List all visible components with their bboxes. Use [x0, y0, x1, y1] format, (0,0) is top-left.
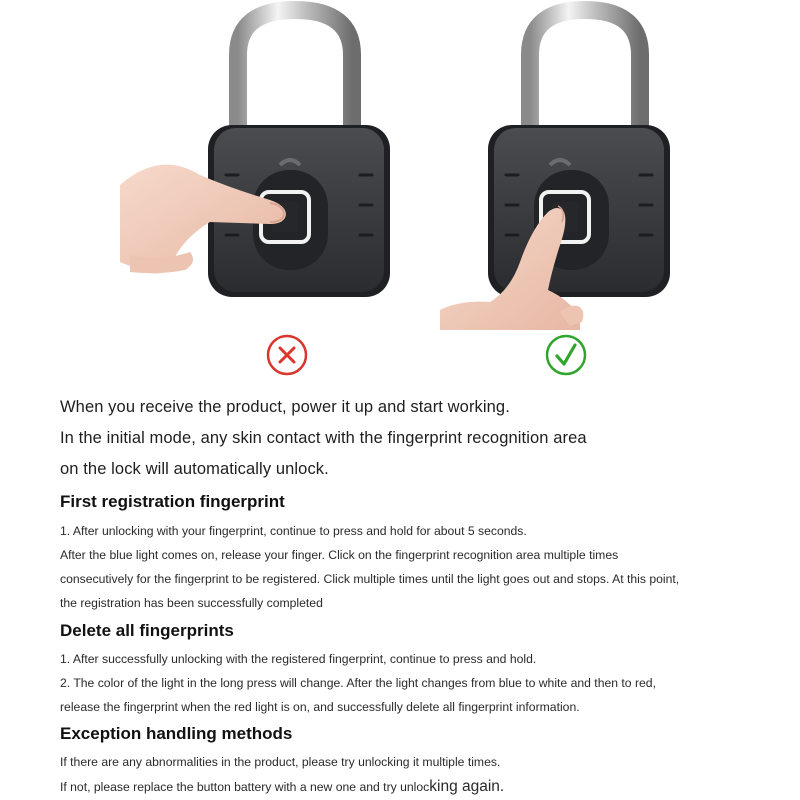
delete-all-line-2: 2. The color of the light in the long press will change. After the light changes from blue to white and then to red,	[60, 676, 656, 690]
first-registration-line-3: consecutively for the fingerprint to be registered. Click multiple times until the light goes out and stops. At this point,	[60, 572, 680, 586]
exception-line-2-small: If not, please replace the button battery with a new one and try unloc	[60, 780, 430, 794]
padlock-correct-illustration	[440, 0, 690, 330]
padlock-incorrect-illustration	[120, 0, 410, 310]
padlock-image-incorrect	[120, 0, 410, 310]
first-registration-line-4: the registration has been successfully completed	[60, 596, 323, 610]
first-registration-heading: First registration fingerprint	[60, 492, 285, 511]
padlock-image-correct	[440, 0, 690, 330]
first-registration-line-2: After the blue light comes on, release your finger. Click on the fingerprint recognition area multiple times	[60, 548, 619, 562]
green-check-icon	[544, 333, 588, 382]
exception-line-2-large: king again.	[429, 778, 505, 795]
intro-line-3: on the lock will automatically unlock.	[60, 460, 329, 478]
delete-all-line-1: 1. After successfully unlocking with the registered fingerprint, continue to press and hold.	[60, 652, 537, 666]
first-registration-line-1: 1. After unlocking with your fingerprint, continue to press and hold for about 5 seconds.	[60, 524, 527, 538]
delete-all-heading: Delete all fingerprints	[60, 621, 234, 640]
exception-line-1: If there are any abnormalities in the product, please try unlocking it multiple times.	[60, 755, 501, 769]
exception-line-2	[60, 778, 504, 796]
delete-all-line-3: release the fingerprint when the red light is on, and successfully delete all fingerprint information.	[60, 700, 580, 714]
intro-line-2: In the initial mode, any skin contact with the fingerprint recognition area	[60, 429, 587, 447]
intro-line-1: When you receive the product, power it up and start working.	[60, 398, 510, 416]
exception-heading: Exception handling methods	[60, 724, 293, 743]
red-x-icon	[265, 333, 309, 382]
